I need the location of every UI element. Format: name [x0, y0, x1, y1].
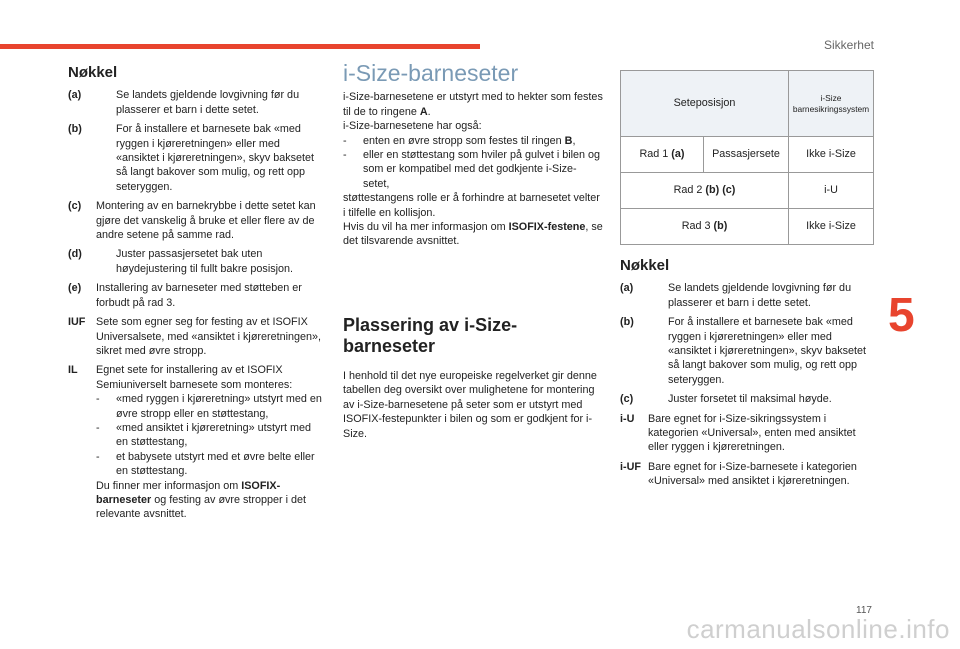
table-row [621, 137, 874, 173]
table-cell: Rad 2 (b) (c) [621, 173, 789, 209]
paragraph: I henhold til det nye europeiske regelverket gir denne tabellen deg oversikt over mulighetene for montering av i-Size-barnesetene på seter som er utstyrt med ISOFIX-festepunkter i bilen og som er godkjent for i-Size. [343, 369, 597, 440]
entry-text: Bare egnet for i-Size-barnesete i kategorien «Universal» med ansiktet i kjøreretningen. [648, 460, 857, 488]
table-header-seat: Seteposisjon [621, 71, 789, 137]
bullet-icon [648, 392, 668, 406]
entry-key: (c) [620, 393, 634, 406]
entry-text: Juster passasjersetet bak uten høydejustering til fullt bakre posisjon. [116, 248, 294, 275]
entry-key: IL [68, 364, 78, 377]
entry-text: For å installere et barnesete bak «med ryggen i kjøreretningen» eller med «ansiktet i kjøreretningen», skyv baksetet så langt bakover som mulig, og rett opp seteryggen. [668, 316, 867, 386]
key-title: Nøkkel [68, 64, 118, 81]
key-entry [68, 247, 326, 276]
table-cell: Passasjersete [704, 137, 789, 173]
entry-text: Se landets gjeldende lovgivning før du plasserer et barn i dette setet. [668, 282, 852, 309]
key-entry [68, 88, 326, 117]
isize-title: i-Size-barneseter [343, 60, 519, 86]
key-entry [68, 315, 326, 358]
watermark: carmanualsonline.info [686, 614, 950, 644]
entry-text: Montering av en barnekrybbe i dette setet kan gjøre det vanskelig å bruke et eller flere av de andre setene på samme rad. [96, 200, 316, 242]
more-info-text: Du finner mer informasjon om ISOFIX-barneseter og festing av øvre stropper i det relevante avsnittet. [96, 479, 307, 521]
table-row [621, 173, 874, 209]
entry-key: (a) [68, 89, 82, 102]
paragraph: støttestangens rolle er å forhindre at barnesetet velter i tilfelle en kollisjon. [343, 192, 600, 219]
key-entry [620, 392, 876, 406]
table-cell: i-U [789, 173, 874, 209]
entry-text: Bare egnet for i-Size-sikringssystem i kategorien «Universal», enten med ansiktet eller ryggen i kjøreretningen. [648, 412, 856, 454]
entry-text: Egnet sete for installering av et ISOFIX Semiuniverselt barnesete som monteres: [96, 364, 293, 391]
bullet-icon [96, 122, 116, 194]
key-entry [68, 122, 326, 194]
table-header-system: i-Size barnesikringssystem [789, 71, 874, 137]
dash-item: - «med ryggen i kjøreretning» utstyrt med en øvre stropp eller en støttestang, [96, 393, 322, 420]
paragraph: i-Size-barnesetene har også: [343, 120, 482, 133]
middle-column [343, 60, 603, 441]
table-cell: Rad 3 (b) [621, 209, 789, 245]
key-entry [620, 460, 876, 489]
section-color-bar [0, 44, 480, 49]
entry-text: Juster forsetet til maksimal høyde. [668, 393, 832, 406]
key-entry [68, 363, 326, 478]
entry-text: For å installere et barnesete bak «med ryggen i kjøreretningen» eller med «ansiktet i kjøreretningen», skyv baksetet så langt bakover som mulig, og rett opp seteryggen. [116, 123, 315, 193]
dash-item: - «med ansiktet i kjøreretning» utstyrt med en støttestang, [96, 421, 312, 449]
entry-key: (d) [68, 248, 82, 261]
table-cell: Rad 1 (a) [621, 137, 704, 173]
paragraph: i-Size-barnesetene er utstyrt med to hekter som festes til de to ringene A. [343, 91, 603, 118]
entry-key: (e) [68, 282, 82, 295]
placement-subtitle: Plassering av i-Size-barneseter [343, 314, 518, 356]
right-column [620, 70, 876, 494]
key-entry [620, 315, 876, 387]
table-cell: Ikke i-Size [789, 137, 874, 173]
entry-text: Installering av barneseter med støtteben er forbudt på rad 3. [96, 282, 302, 309]
entry-key: IUF [68, 316, 86, 329]
entry-key: i-UF [620, 460, 641, 473]
entry-key: (c) [68, 200, 82, 213]
bullet-icon [96, 247, 116, 276]
entry-key: i-U [620, 412, 635, 425]
left-column [68, 66, 326, 522]
dash-item: - eller en støttestang som hviler på gulvet i bilen og som er kompatibel med det godkjente i-Size-setet, [343, 149, 601, 190]
table-header-row [621, 71, 874, 137]
dash-item: - enten en øvre stropp som festes til ringen B, [343, 134, 576, 147]
table-row [621, 209, 874, 245]
paragraph: Hvis du vil ha mer informasjon om ISOFIX-festene, se det tilsvarende avsnittet. [343, 221, 603, 248]
bullet-icon [96, 88, 116, 117]
isize-table [620, 70, 874, 245]
dash-item: - et babysete utstyrt med et øvre belte eller en støttestang. [96, 450, 315, 478]
bullet-icon [648, 281, 668, 310]
entry-text: Sete som egner seg for festing av et ISOFIX Universalsete, med «ansiktet i kjøreretningen», sikret med øvre stropp. [96, 316, 322, 357]
bullet-icon [648, 315, 668, 387]
page-number: 117 [856, 605, 872, 616]
key-entry [620, 412, 876, 455]
entry-key: (a) [620, 282, 634, 295]
chapter-number: 5 [888, 289, 915, 342]
key-entry [68, 199, 326, 242]
key-entry [620, 281, 876, 310]
key-title: Nøkkel [620, 257, 670, 274]
entry-text: Se landets gjeldende lovgivning før du plasserer et barn i dette setet. [116, 89, 300, 116]
table-cell: Ikke i-Size [789, 209, 874, 245]
section-name: Sikkerhet [823, 38, 874, 52]
key-entry [68, 281, 326, 310]
entry-key: (b) [620, 316, 634, 329]
entry-key: (b) [68, 123, 82, 136]
